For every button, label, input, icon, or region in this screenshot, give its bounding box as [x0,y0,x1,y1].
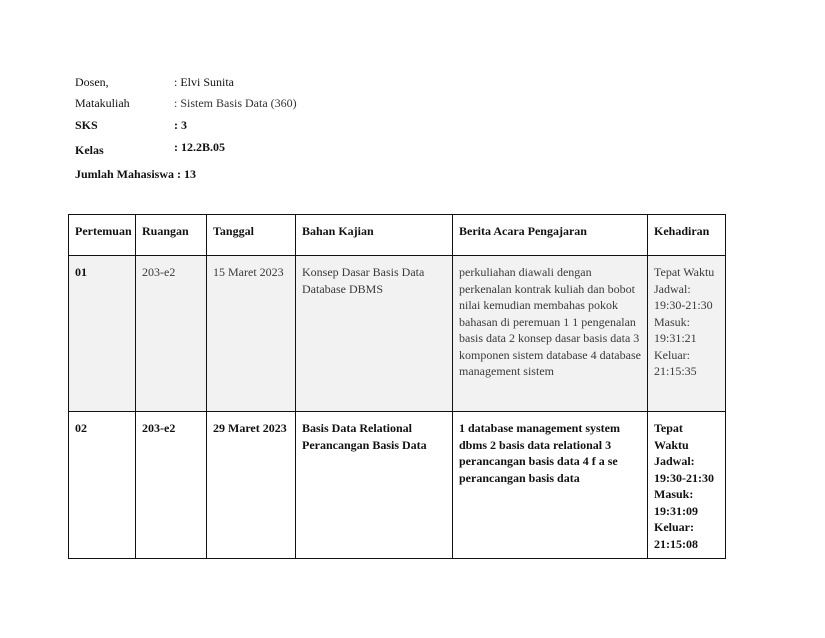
matakuliah-label: Matakuliah [75,96,130,110]
cell-tanggal: 15 Maret 2023 [207,256,296,412]
cell-ruangan: 203-e2 [136,256,207,412]
header-kehadiran: Kehadiran [648,215,726,256]
cell-tanggal: 29 Maret 2023 [207,412,296,559]
header-pertemuan: Pertemuan [69,215,136,256]
dosen-label: Dosen, [75,75,109,89]
teaching-journal-table [68,214,726,559]
cell-pertemuan: 02 [69,412,136,559]
jumlah-mahasiswa: Jumlah Mahasiswa : 13 [75,167,197,181]
kelas-value: : 12.2B.05 [174,140,225,154]
kelas-label: Kelas [75,143,104,157]
header-berita-acara: Berita Acara Pengajaran [453,215,648,256]
cell-pertemuan: 01 [69,256,136,412]
cell-bahan-kajian: Konsep Dasar Basis Data Database DBMS [296,256,453,412]
cell-ruangan: 203-e2 [136,412,207,559]
table-row [69,256,726,412]
cell-berita-acara: perkuliahan diawali dengan perkenalan kontrak kuliah dan bobot nilai kemudian membahas pokok bahasan di peremuan 1 1 pengenalan basis data 2 konsep dasar basis data 3 komponen sistem database 4 database management sistem [453,256,648,412]
table-header-row [69,215,726,256]
cell-kehadiran: Tepat Waktu Jadwal: 19:30-21:30 Masuk: 19:31:09 Keluar: 21:15:08 [648,412,726,559]
header-tanggal: Tanggal [207,215,296,256]
sks-value: : 3 [174,118,187,132]
dosen-value: : Elvi Sunita [174,75,234,89]
table-row [69,412,726,559]
matakuliah-value: : Sistem Basis Data (360) [174,96,297,110]
cell-bahan-kajian: Basis Data Relational Perancangan Basis Data [296,412,453,559]
sks-label: SKS [75,118,98,132]
cell-berita-acara: 1 database management system dbms 2 basis data relational 3 perancangan basis data 4 f a se perancangan basis data [453,412,648,559]
header-bahan-kajian: Bahan Kajian [296,215,453,256]
cell-kehadiran: Tepat Waktu Jadwal: 19:30-21:30 Masuk: 19:31:21 Keluar: 21:15:35 [648,256,726,412]
header-ruangan: Ruangan [136,215,207,256]
